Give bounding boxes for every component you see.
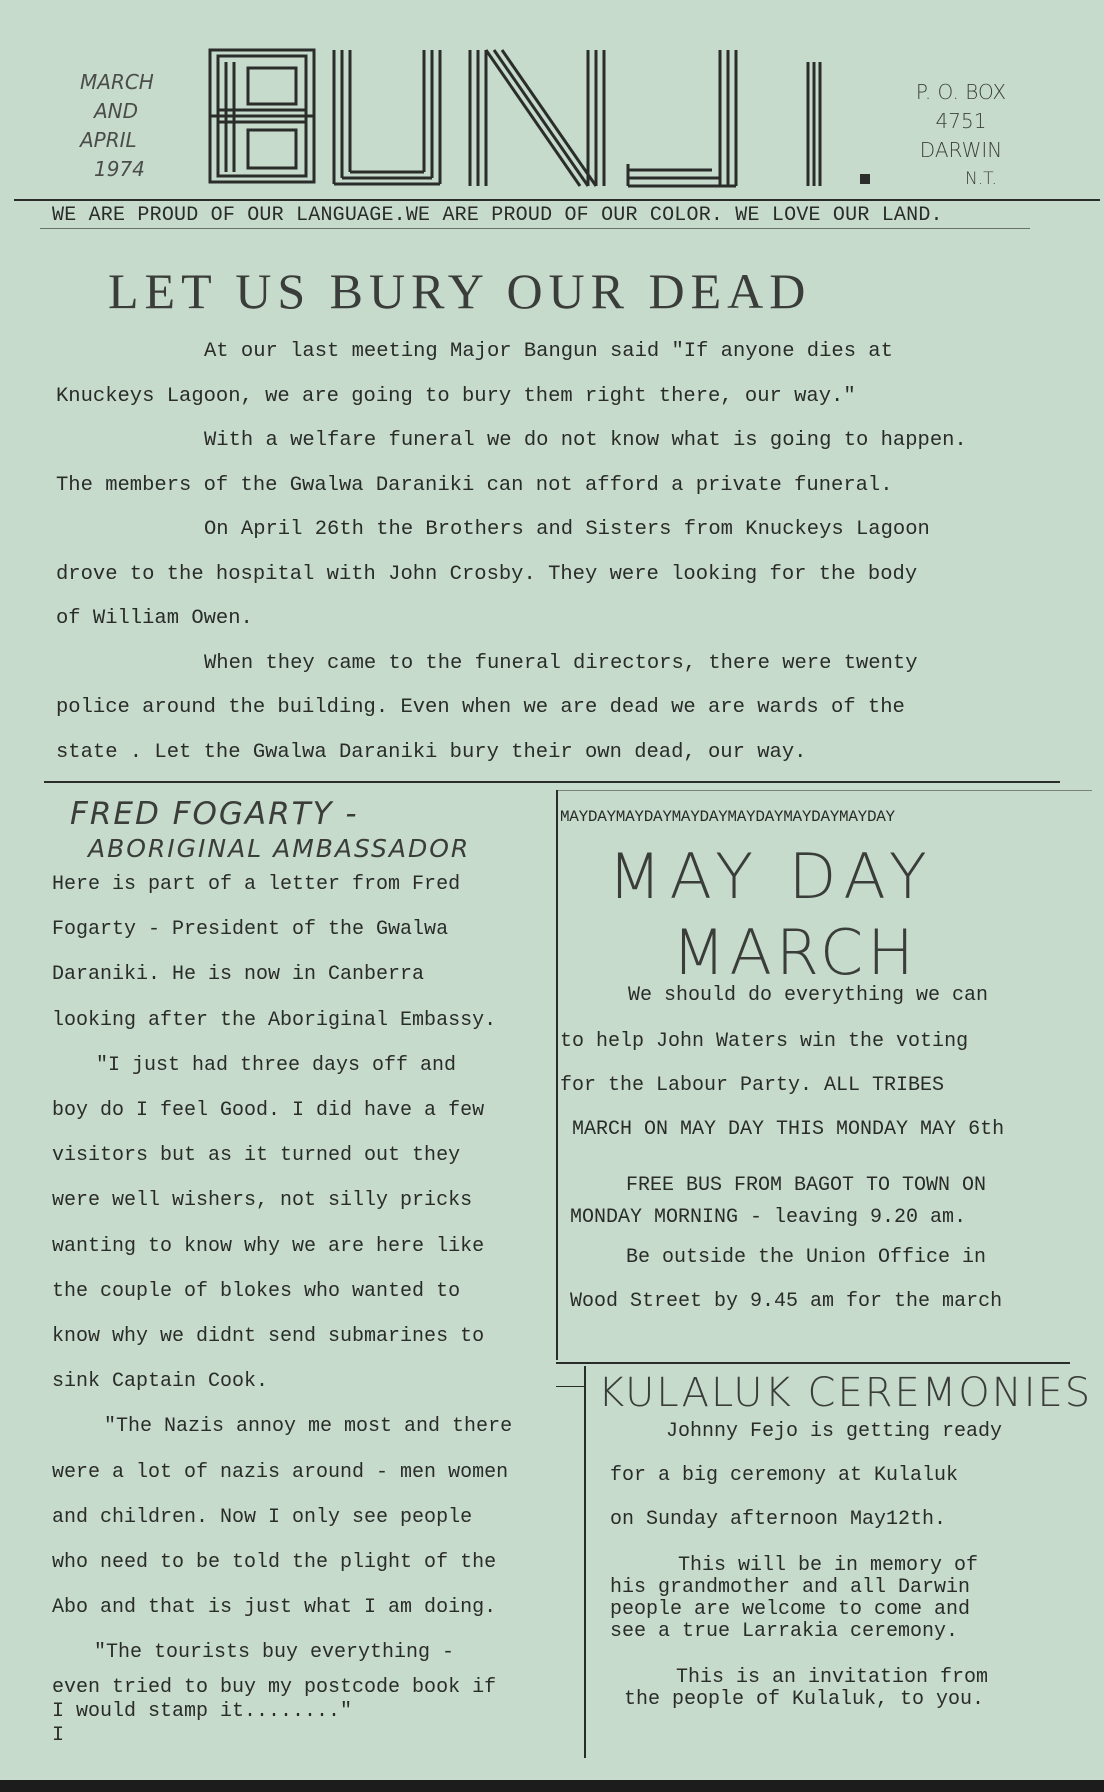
article-line: Johnny Fejo is getting ready	[666, 1420, 1003, 1443]
article-line: I	[52, 1724, 65, 1747]
article-line: "The Nazis annoy me most and there	[104, 1415, 513, 1439]
article-line: state . Let the Gwalwa Daraniki bury their own dead, our way.	[56, 740, 807, 764]
date-line: MARCH	[80, 70, 154, 94]
article-line: Fogarty - President of the Gwalwa	[52, 918, 449, 942]
article-line: With a welfare funeral we do not know what is going to happen.	[204, 429, 967, 452]
article-line: At our last meeting Major Bangun said "If anyone dies at	[204, 340, 893, 363]
motto-rule	[40, 228, 1030, 229]
article-line: to help John Waters win the voting	[560, 1030, 969, 1053]
article-line: on Sunday afternoon May12th.	[610, 1508, 947, 1531]
fogarty-article-body	[52, 862, 512, 1676]
article-line: drove to the hospital with John Crosby. They were looking for the body	[56, 562, 918, 586]
article-line: for a big ceremony at Kulaluk	[610, 1464, 959, 1487]
article-line: Be outside the Union Office in	[626, 1246, 987, 1269]
article-line: and children. Now I only see people	[52, 1505, 473, 1529]
article-line: Knuckeys Lagoon, we are going to bury them right there, our way."	[56, 384, 856, 408]
fogarty-headline-line2: ABORIGINAL AMBASSADOR	[88, 834, 471, 863]
article-line: MONDAY MORNING - leaving 9.20 am.	[570, 1206, 967, 1229]
box-rule	[556, 1362, 1070, 1364]
motto: WE ARE PROUD OF OUR LANGUAGE.WE ARE PROUD OF OUR COLOR. WE LOVE OUR LAND.	[52, 204, 943, 227]
article-line: "I just had three days off and	[96, 1053, 457, 1077]
article-line: for the Labour Party. ALL TRIBES	[560, 1074, 945, 1097]
article-line: even tried to buy my postcode book if	[52, 1676, 497, 1699]
article-line: sink Captain Cook.	[52, 1370, 269, 1394]
kulaluk-headline: KULALUK CEREMONIES	[598, 1370, 1093, 1416]
date-line: 1974	[94, 157, 145, 181]
article-line: We should do everything we can	[628, 984, 989, 1007]
po-box-address	[896, 78, 1026, 194]
fogarty-headline-line1: FRED FOGARTY -	[70, 796, 359, 832]
article-line: On April 26th the Brothers and Sisters from Knuckeys Lagoon	[204, 518, 930, 541]
fogarty-headline	[70, 796, 359, 832]
mayday-headline: MAY DAY	[608, 840, 935, 913]
article-line: Here is part of a letter from Fred	[52, 873, 461, 896]
box-rule	[556, 790, 1092, 791]
article-line: Wood Street by 9.45 am for the march	[570, 1290, 1003, 1313]
article-line: This will be in memory of	[678, 1554, 979, 1577]
article-line: looking after the Aboriginal Embassy.	[52, 1008, 497, 1032]
box-rule	[556, 1386, 584, 1387]
article-line: of William Owen.	[56, 607, 253, 630]
article-line: were well wishers, not silly pricks	[52, 1189, 473, 1213]
address-line: N.T.	[965, 169, 997, 189]
article-line: I would stamp it........"	[52, 1700, 353, 1723]
article-line: MARCH ON MAY DAY THIS MONDAY MAY 6th	[572, 1118, 1005, 1141]
article-line: were a lot of nazis around - men women	[52, 1460, 509, 1484]
issue-date-note	[80, 68, 154, 184]
address-line: 4751	[935, 109, 987, 133]
masthead-rule	[14, 199, 1100, 201]
article-line: know why we didnt send submarines to	[52, 1325, 485, 1349]
section-divider	[44, 781, 1060, 783]
article-line: Daraniki. He is now in Canberra	[52, 963, 425, 987]
date-line: APRIL	[80, 128, 137, 152]
date-line: AND	[94, 99, 139, 123]
address-line: P. O. BOX	[915, 80, 1007, 104]
article-line: Abo and that is just what I am doing.	[52, 1596, 497, 1620]
bunji-logo	[208, 44, 888, 194]
article-line: wanting to know why we are here like	[52, 1234, 485, 1258]
article-line: boy do I feel Good. I did have a few	[52, 1099, 485, 1123]
article-line: visitors but as it turned out they	[52, 1144, 461, 1168]
scan-edge	[0, 1780, 1104, 1792]
article-line: When they came to the funeral directors, there were twenty	[204, 651, 918, 675]
article-line: see a true Larrakia ceremony.	[610, 1620, 959, 1643]
article-line: the people of Kulaluk, to you.	[624, 1688, 985, 1711]
article-line: the couple of blokes who wanted to	[52, 1279, 461, 1303]
article-line: his grandmother and all Darwin	[610, 1576, 971, 1599]
article-line: police around the building. Even when we are dead we are wards of the	[56, 696, 905, 719]
column-divider	[584, 1366, 586, 1758]
lead-article-body	[56, 330, 1056, 775]
article-line: The members of the Gwalwa Daraniki can not afford a private funeral.	[56, 473, 893, 497]
column-divider	[556, 790, 558, 1360]
article-line: "The tourists buy everything -	[94, 1641, 455, 1665]
address-line: DARWIN	[919, 138, 1003, 162]
article-line: This is an invitation from	[676, 1666, 989, 1689]
lead-headline: LET US BURY OUR DEAD	[108, 263, 812, 319]
fogarty-article-tail	[52, 1676, 496, 1748]
mayday-subheadline: MARCH	[672, 916, 918, 989]
mayday-banner: MAYDAYMAYDAYMAYDAYMAYDAYMAYDAYMAYDAY	[560, 808, 895, 826]
article-line: who need to be told the plight of the	[52, 1551, 497, 1575]
fogarty-subheadline	[88, 834, 470, 863]
article-line: FREE BUS FROM BAGOT TO TOWN ON	[626, 1174, 987, 1197]
article-line: people are welcome to come and	[610, 1598, 971, 1621]
